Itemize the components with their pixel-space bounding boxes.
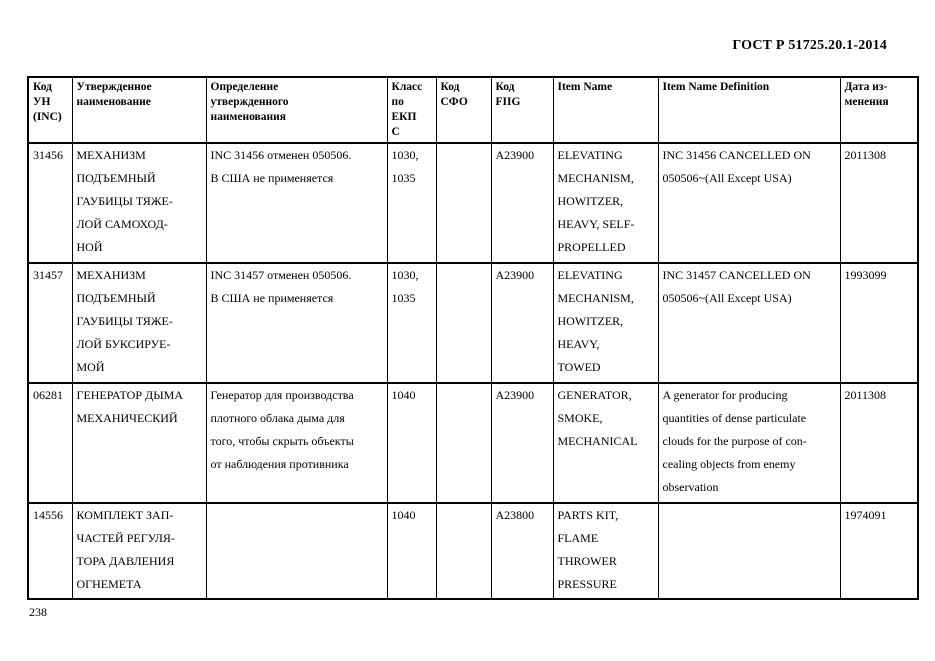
change-date-cell: 2011308 xyxy=(840,143,918,263)
fiig-code-cell: A23900 xyxy=(491,263,553,383)
inc-code-cell: 31456 xyxy=(28,143,72,263)
item-name-definition-cell: INC 31456 CANCELLED ON 050506~(All Except USA) xyxy=(658,143,840,263)
sfo-code-cell xyxy=(436,263,491,383)
document-title: ГОСТ Р 51725.20.1-2014 xyxy=(732,38,887,53)
item-name-cell: ELEVATING MECHANISM, HOWITZER, HEAVY, TOWED xyxy=(553,263,658,383)
approved-name-cell: КОМПЛЕКТ ЗАП- ЧАСТЕЙ РЕГУЛЯ- ТОРА ДАВЛЕНИЯ ОГНЕМЕТА xyxy=(72,503,206,599)
header-sfo-code: Код СФО xyxy=(436,77,491,143)
inc-code-cell: 31457 xyxy=(28,263,72,383)
item-name-definition-cell: INC 31457 CANCELLED ON 050506~(All Except USA) xyxy=(658,263,840,383)
header-approved-name: Утвержденное наименование xyxy=(72,77,206,143)
table-row xyxy=(28,143,918,263)
item-name-definition-cell: A generator for producing quantities of dense particulate clouds for the purpose of con- cealing objects from enemy observation xyxy=(658,383,840,503)
table-row xyxy=(28,263,918,383)
table-body xyxy=(28,143,918,599)
class-cell: 1030, 1035 xyxy=(387,263,436,383)
sfo-code-cell xyxy=(436,143,491,263)
approved-definition-cell: INC 31456 отменен 050506. В США не применяется xyxy=(206,143,387,263)
item-name-cell: GENERATOR, SMOKE, MECHANICAL xyxy=(553,383,658,503)
inc-code-cell: 06281 xyxy=(28,383,72,503)
header-fiig-code: Код FIIG xyxy=(491,77,553,143)
change-date-cell: 1993099 xyxy=(840,263,918,383)
inc-code-cell: 14556 xyxy=(28,503,72,599)
approved-name-cell: МЕХАНИЗМ ПОДЪЕМНЫЙ ГАУБИЦЫ ТЯЖЕ- ЛОЙ САМОХОД- НОЙ xyxy=(72,143,206,263)
table-row xyxy=(28,383,918,503)
item-name-cell: PARTS KIT, FLAME THROWER PRESSURE xyxy=(553,503,658,599)
header-change-date: Дата из- менения xyxy=(840,77,918,143)
table-row xyxy=(28,503,918,599)
sfo-code-cell xyxy=(436,503,491,599)
approved-definition-cell: INC 31457 отменен 050506. В США не применяется xyxy=(206,263,387,383)
class-cell: 1040 xyxy=(387,383,436,503)
approved-name-cell: ГЕНЕРАТОР ДЫМА МЕХАНИЧЕСКИЙ xyxy=(72,383,206,503)
header-item-name-definition: Item Name Definition xyxy=(658,77,840,143)
change-date-cell: 1974091 xyxy=(840,503,918,599)
fiig-code-cell: A23900 xyxy=(491,383,553,503)
sfo-code-cell xyxy=(436,383,491,503)
header-code-inc: Код УН (INC) xyxy=(28,77,72,143)
header-approved-definition: Определение утвержденного наименования xyxy=(206,77,387,143)
class-cell: 1030, 1035 xyxy=(387,143,436,263)
header-item-name: Item Name xyxy=(553,77,658,143)
approved-definition-cell: Генератор для производства плотного облака дыма для того, чтобы скрыть объекты от наблюдения противника xyxy=(206,383,387,503)
item-name-cell: ELEVATING MECHANISM, HOWITZER, HEAVY, SELF- PROPELLED xyxy=(553,143,658,263)
change-date-cell: 2011308 xyxy=(840,383,918,503)
header-class: Класс по ЕКП С xyxy=(387,77,436,143)
catalog-table xyxy=(27,76,919,600)
fiig-code-cell: A23900 xyxy=(491,143,553,263)
item-name-definition-cell xyxy=(658,503,840,599)
page-number: 238 xyxy=(29,605,47,619)
fiig-code-cell: A23800 xyxy=(491,503,553,599)
table-header-row xyxy=(28,77,918,143)
class-cell: 1040 xyxy=(387,503,436,599)
approved-name-cell: МЕХАНИЗМ ПОДЪЕМНЫЙ ГАУБИЦЫ ТЯЖЕ- ЛОЙ БУКСИРУЕ- МОЙ xyxy=(72,263,206,383)
approved-definition-cell xyxy=(206,503,387,599)
